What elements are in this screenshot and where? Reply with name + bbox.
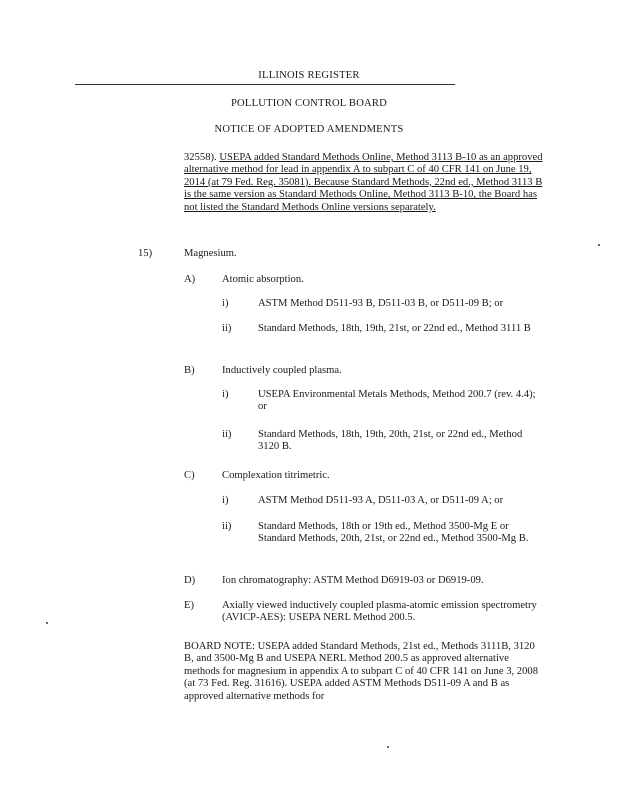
item-e-text: Axially viewed inductively coupled plasma-atomic emission spectrometry (AVICP-AES): USEPA NERL Method 200.5. <box>222 600 537 624</box>
item-b-i-label: i) <box>222 389 229 400</box>
scan-speck <box>598 244 600 246</box>
item-c-label: C) <box>184 470 195 481</box>
item-b-label: B) <box>184 365 195 376</box>
item-b-ii-text: Standard Methods, 18th, 19th, 20th, 21st, or 22nd ed., Method 3120 B. <box>258 429 523 453</box>
notice-title: NOTICE OF ADOPTED AMENDMENTS <box>214 124 404 135</box>
item-c-title: Complexation titrimetric. <box>222 470 330 481</box>
item-c-ii-text: Standard Methods, 18th or 19th ed., Method 3500-Mg E or Standard Methods, 20th, 21st, or 22nd ed., Method 3500-Mg B. <box>258 521 529 545</box>
item-15-title: Magnesium. <box>184 248 237 259</box>
item-c-ii-label: ii) <box>222 521 232 532</box>
item-b-ii-label: ii) <box>222 429 232 440</box>
item-c-i-label: i) <box>222 495 229 506</box>
item-c-i-text: ASTM Method D511-93 A, D511-03 A, or D511-09 A; or <box>258 495 504 506</box>
item-b-i-text: USEPA Environmental Metals Methods, Method 200.7 (rev. 4.4); or <box>258 389 536 413</box>
item-d-text: Ion chromatography: ASTM Method D6919-03 or D6919-09. <box>222 575 484 586</box>
scan-speck <box>387 746 389 748</box>
item-15-label: 15) <box>138 248 153 259</box>
item-d-label: D) <box>184 575 196 586</box>
item-a-i-text: ASTM Method D511-93 B, D511-03 B, or D511-09 B; or <box>258 298 504 309</box>
item-a-title: Atomic absorption. <box>222 274 304 285</box>
item-b-title: Inductively coupled plasma. <box>222 365 342 376</box>
item-a-label: A) <box>184 274 196 285</box>
item-e-label: E) <box>184 600 194 611</box>
header-rule <box>75 84 455 85</box>
item-a-ii-label: ii) <box>222 323 232 334</box>
item-a-ii-text: Standard Methods, 18th, 19th, 21st, or 22nd ed., Method 3111 B <box>258 323 531 334</box>
intro-citation-end: 32558). <box>184 152 217 163</box>
scan-speck <box>46 622 48 624</box>
board-title: POLLUTION CONTROL BOARD <box>230 98 388 109</box>
board-note: BOARD NOTE: USEPA added Standard Methods, 21st ed., Methods 3111B, 3120 B, and 3500-Mg B and USEPA NERL Method 200.5 as approved alternative methods for magnesium in appendix A to subpart C of 40 CFR 141 on June 3, 2008 (at 73 Fed. Reg. 31616). USEPA added ASTM Methods D511-09 A and B as approved alternative methods for <box>184 641 538 702</box>
intro-underlined-text: USEPA added Standard Methods Online, Method 3113 B-10 as an approved alternative method for lead in appendix A to subpart C of 40 CFR 141 on June 19, 2014 (at 79 Fed. Reg. 35081). Because Standard Methods, 22nd ed., Method 3113 B is the same version as Standard Methods Online, Method 3113 B-10, the Board has not listed the Standard Methods Online versions separately. <box>184 152 543 213</box>
register-title: ILLINOIS REGISTER <box>258 70 360 81</box>
intro-paragraph <box>184 152 546 214</box>
item-a-i-label: i) <box>222 298 229 309</box>
